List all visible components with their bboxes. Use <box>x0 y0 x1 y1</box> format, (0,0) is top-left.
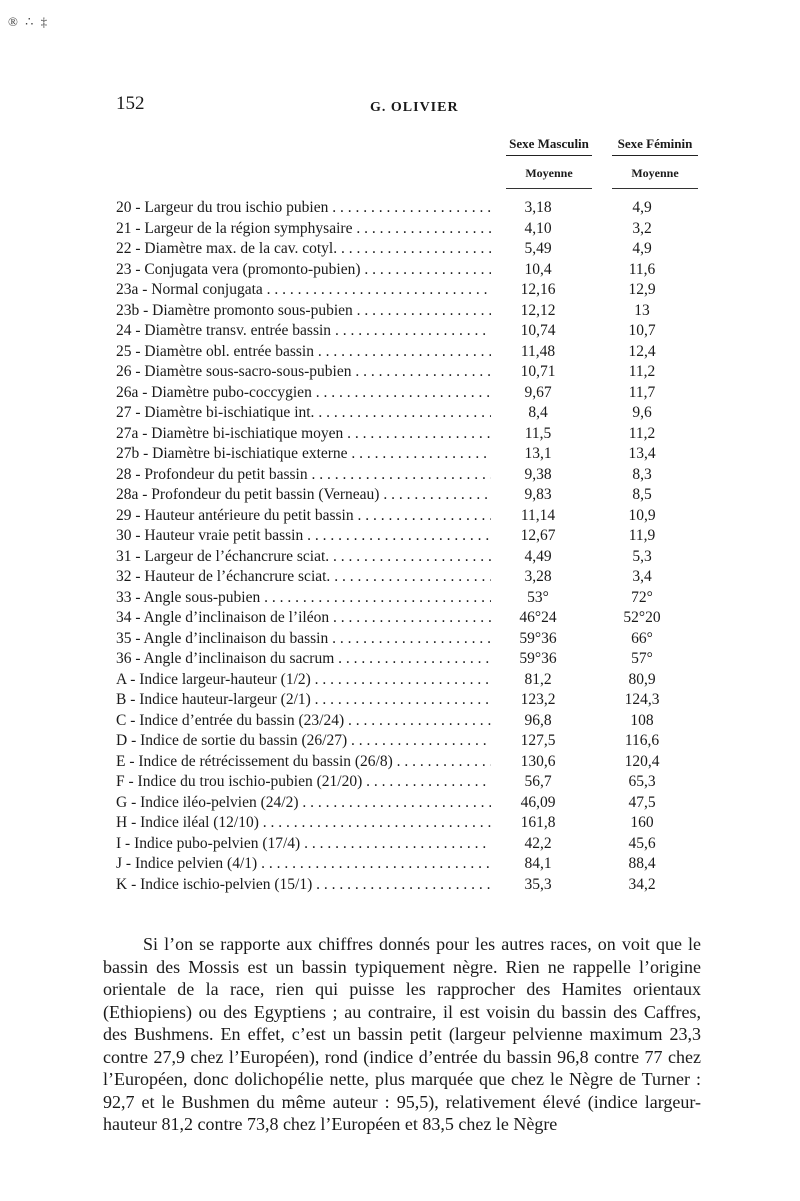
row-value-female: 11,9 <box>628 527 656 544</box>
measurements-table <box>116 198 716 895</box>
row-value-male: 84,1 <box>524 855 552 872</box>
row-value-female: 11,7 <box>628 383 656 401</box>
row-value-female: 4,9 <box>632 199 652 216</box>
row-value-female: 11,6 <box>628 260 656 278</box>
row-value-male: 4,10 <box>524 219 552 237</box>
row-value-male: 161,8 <box>520 814 556 831</box>
row-value-female: 3,2 <box>632 219 652 237</box>
running-head: G. OLIVIER <box>370 100 459 115</box>
column-rule-female <box>612 188 698 189</box>
row-value-male: 3,18 <box>524 199 552 216</box>
row-value-male: 96,8 <box>524 711 552 729</box>
row-value-male: 9,67 <box>524 383 552 401</box>
row-value-male: 130,6 <box>520 752 556 770</box>
row-label: F - Indice du trou ischio-pubien (21/20) . . . <box>116 772 491 793</box>
row-value-female: 72° <box>631 588 653 606</box>
corner-mark: ® ∴ ‡ <box>8 14 50 29</box>
row-label: 32 - Hauteur de l’échancrure sciat. . . . <box>116 567 491 588</box>
row-value-male: 4,49 <box>524 547 552 565</box>
table-row <box>116 280 716 301</box>
row-value-female: 124,3 <box>624 691 660 708</box>
page-number: 152 <box>116 93 145 114</box>
row-label: 27b - Diamètre bi-ischiatique externe . . . <box>116 444 491 465</box>
row-value-female: 108 <box>630 711 654 729</box>
row-value-male: 42,2 <box>524 834 552 852</box>
table-row <box>116 649 716 670</box>
row-value-male: 53° <box>527 588 549 606</box>
row-value-female: 5,3 <box>632 547 652 565</box>
row-label: 29 - Hauteur antérieure du petit bassin . . . <box>116 506 491 527</box>
row-value-female: 88,4 <box>628 855 656 872</box>
table-row <box>116 670 716 691</box>
column-subheader-male: Moyenne <box>525 166 573 180</box>
row-value-female: 13,4 <box>628 445 656 462</box>
table-row <box>116 608 716 629</box>
row-value-male: 11,14 <box>520 506 556 524</box>
row-value-male: 127,5 <box>520 732 556 749</box>
row-label: E - Indice de rétrécissement du bassin (26/8) . . . <box>116 752 491 773</box>
table-row <box>116 424 716 445</box>
row-value-female: 9,6 <box>632 404 652 421</box>
row-value-female: 8,5 <box>632 486 652 503</box>
row-value-male: 12,67 <box>520 527 556 544</box>
table-row <box>116 547 716 568</box>
row-value-female: 3,4 <box>632 568 652 585</box>
row-value-female: 66° <box>631 629 653 647</box>
table-row <box>116 711 716 732</box>
table-row <box>116 342 716 363</box>
row-label: G - Indice iléo-pelvien (24/2) . . . <box>116 793 491 814</box>
row-value-female: 4,9 <box>632 240 652 257</box>
table-row <box>116 526 716 547</box>
row-value-female: 52°20 <box>623 609 661 626</box>
row-value-male: 11,5 <box>524 424 552 442</box>
row-value-female: 47,5 <box>628 793 656 811</box>
row-label: A - Indice largeur-hauteur (1/2) . . . <box>116 670 491 691</box>
column-header-male: Sexe Masculin <box>506 136 592 156</box>
row-value-male: 46°24 <box>519 609 557 626</box>
table-row <box>116 875 716 896</box>
table-row <box>116 260 716 281</box>
row-value-female: 12,9 <box>628 281 656 298</box>
table-row <box>116 813 716 834</box>
table-row <box>116 629 716 650</box>
row-label: 28a - Profondeur du petit bassin (Verneau) . . . <box>116 485 491 506</box>
row-label: 24 - Diamètre transv. entrée bassin . . . <box>116 321 491 342</box>
row-value-female: 12,4 <box>628 342 656 360</box>
row-value-male: 10,71 <box>520 363 556 380</box>
table-row <box>116 321 716 342</box>
table-row <box>116 854 716 875</box>
row-label: 23a - Normal conjugata . . . <box>116 280 491 301</box>
row-label: 27a - Diamètre bi-ischiatique moyen . . . <box>116 424 491 445</box>
table-row <box>116 772 716 793</box>
row-label: 23 - Conjugata vera (promonto-pubien) . . . <box>116 260 491 281</box>
row-value-male: 59°36 <box>519 650 557 667</box>
table-row <box>116 793 716 814</box>
row-value-male: 35,3 <box>524 875 552 893</box>
row-label: 27 - Diamètre bi-ischiatique int. . . . <box>116 403 491 424</box>
row-value-female: 11,2 <box>628 363 656 380</box>
row-value-male: 3,28 <box>524 568 552 585</box>
row-label: C - Indice d’entrée du bassin (23/24) . . . <box>116 711 491 732</box>
column-subheader-female: Moyenne <box>631 166 679 180</box>
row-value-female: 57° <box>631 650 653 667</box>
table-row <box>116 834 716 855</box>
table-row <box>116 198 716 219</box>
row-value-male: 11,48 <box>520 342 556 360</box>
table-row <box>116 403 716 424</box>
table-row <box>116 588 716 609</box>
row-label: 31 - Largeur de l’échancrure sciat. . . . <box>116 547 491 568</box>
row-label: H - Indice iléal (12/10) . . . <box>116 813 491 834</box>
row-value-female: 10,9 <box>628 506 656 524</box>
table-row <box>116 301 716 322</box>
row-label: 21 - Largeur de la région symphysaire . . . <box>116 219 491 240</box>
row-label: K - Indice ischio-pelvien (15/1) . . . <box>116 875 491 896</box>
row-label: 33 - Angle sous-pubien . . . <box>116 588 491 609</box>
row-label: I - Indice pubo-pelvien (17/4) . . . <box>116 834 491 855</box>
row-value-male: 9,38 <box>524 465 552 483</box>
column-rule-male <box>506 188 592 189</box>
row-value-male: 56,7 <box>524 773 552 790</box>
row-label: J - Indice pelvien (4/1) . . . <box>116 854 491 875</box>
row-label: 30 - Hauteur vraie petit bassin . . . <box>116 526 491 547</box>
row-value-male: 10,74 <box>520 322 556 339</box>
table-row <box>116 731 716 752</box>
row-value-male: 5,49 <box>524 240 552 257</box>
row-value-female: 65,3 <box>628 773 656 790</box>
row-value-male: 46,09 <box>520 793 556 811</box>
row-value-male: 10,4 <box>524 260 552 278</box>
row-label: 22 - Diamètre max. de la cav. cotyl. . . . <box>116 239 491 260</box>
table-row <box>116 690 716 711</box>
row-value-male: 59°36 <box>519 629 557 647</box>
row-label: 20 - Largeur du trou ischio pubien . . . <box>116 198 491 219</box>
row-label: 35 - Angle d’inclinaison du bassin . . . <box>116 629 491 650</box>
row-value-male: 81,2 <box>524 670 552 688</box>
row-label: 25 - Diamètre obl. entrée bassin . . . <box>116 342 491 363</box>
row-value-male: 12,12 <box>520 301 556 319</box>
table-row <box>116 383 716 404</box>
table-row <box>116 485 716 506</box>
row-label: 26 - Diamètre sous-sacro-sous-pubien . . . <box>116 362 491 383</box>
row-label: D - Indice de sortie du bassin (26/27) . . . <box>116 731 491 752</box>
row-value-male: 13,1 <box>524 445 552 462</box>
row-value-male: 123,2 <box>520 691 556 708</box>
table-row <box>116 465 716 486</box>
table-row <box>116 444 716 465</box>
column-header-female: Sexe Féminin <box>612 136 698 156</box>
row-label: 23b - Diamètre promonto sous-pubien . . . <box>116 301 491 322</box>
row-label: B - Indice hauteur-largeur (2/1) . . . <box>116 690 491 711</box>
row-value-female: 120,4 <box>624 752 660 770</box>
table-row <box>116 567 716 588</box>
row-value-female: 80,9 <box>628 670 656 688</box>
row-value-female: 8,3 <box>632 465 652 483</box>
row-value-male: 8,4 <box>528 404 548 421</box>
row-value-female: 45,6 <box>628 834 656 852</box>
row-value-female: 13 <box>634 301 650 319</box>
table-row <box>116 752 716 773</box>
table-row <box>116 362 716 383</box>
row-value-female: 10,7 <box>628 322 656 339</box>
row-value-female: 34,2 <box>628 875 656 893</box>
table-row <box>116 219 716 240</box>
row-value-female: 11,2 <box>628 424 656 442</box>
row-label: 36 - Angle d’inclinaison du sacrum . . . <box>116 649 491 670</box>
row-value-female: 116,6 <box>624 732 660 749</box>
row-label: 26a - Diamètre pubo-coccygien . . . <box>116 383 491 404</box>
row-label: 28 - Profondeur du petit bassin . . . <box>116 465 491 486</box>
row-value-male: 12,16 <box>520 281 556 298</box>
row-value-female: 160 <box>630 814 654 831</box>
body-paragraph: Si l’on se rapporte aux chiffres donnés pour les autres races, on voit que le bassin des Mossis est un bassin typiquement nègre. Rien ne rappelle l’origine orientale de la race, rien qui puisse les rapprocher des Hamites orientaux (Ethiopiens) ou des Egyptiens ; au contraire, il est voisin du bassin des Caffres, des Bushmens. En effet, c’est un bassin petit (largeur pelvienne maximum 23,3 contre 27,9 chez l’Européen), rond (indice d’entrée du bassin 96,8 contre 77 chez l’Européen, donc dolichopélie nette, plus marquée que chez le Nègre de Turner : 92,7 et le Bushmen du même auteur : 95,5), relativement élevé (indice largeur-hauteur 81,2 contre 73,8 chez l’Européen et 83,5 chez le Nègre <box>103 934 701 1134</box>
row-value-male: 9,83 <box>524 486 552 503</box>
table-row <box>116 239 716 260</box>
table-row <box>116 506 716 527</box>
row-label: 34 - Angle d’inclinaison de l’iléon . . . <box>116 608 491 629</box>
